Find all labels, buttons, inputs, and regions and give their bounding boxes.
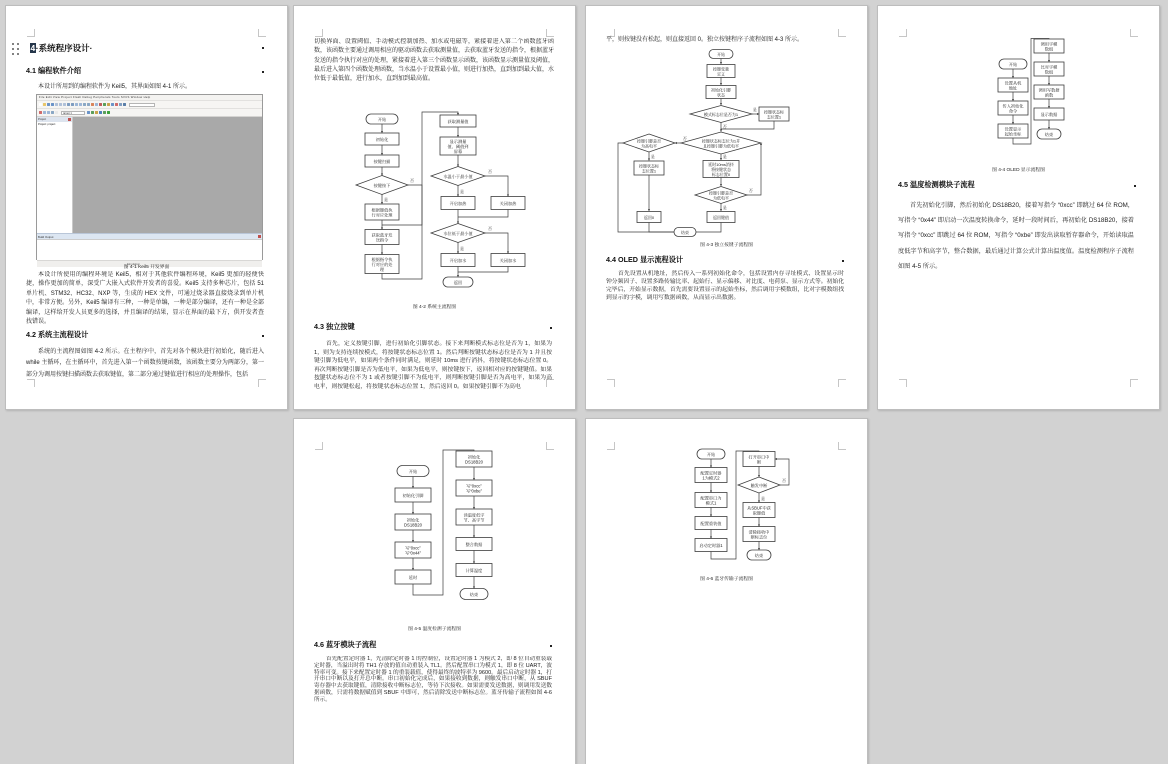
flowchart-node-label: 显示数据	[1040, 111, 1058, 117]
toolbar-icon	[95, 103, 98, 106]
flowchart-node-label: 开启加水	[449, 257, 467, 263]
flowchart-node-label: 返回	[453, 279, 463, 285]
paragraph[interactable]: 本设计所用到的编程软件为 Keil5，其界面如图 4-1 所示。	[38, 84, 192, 90]
flowchart-node-label: 开始	[706, 451, 716, 457]
keil-status-bar: Simulation	[37, 260, 262, 267]
flowchart-node-label: 按键状态标志位置1	[639, 163, 659, 173]
flowchart-node-label: 开始	[1008, 61, 1018, 67]
toolbar-icon	[115, 103, 118, 106]
edge-label: 是	[460, 246, 464, 251]
figure-caption[interactable]: 图 4-3 独立按键子流程图	[700, 243, 753, 248]
toolbar-icon	[107, 103, 110, 106]
flowchart-node-label: 配置定时器 1为模式2	[700, 469, 722, 481]
figure-caption[interactable]: 图 4-5 温度检测子流程图	[408, 627, 461, 632]
edge-label: 否	[749, 189, 753, 193]
flowchart-node-label: 模式标志位是否为1	[703, 111, 739, 117]
page-6[interactable]	[585, 418, 868, 764]
arrowhead	[720, 130, 722, 132]
flowchart-node-label: 显示测量值、阈值到屏幕	[447, 138, 469, 154]
flowchart-node-label: 初始化引脚	[402, 492, 424, 498]
page-3[interactable]	[585, 5, 868, 410]
flowchart-node-label: 按键按下	[373, 182, 391, 188]
edge-label: 否	[488, 226, 492, 231]
flowchart-node-label: 关闭加热	[499, 200, 517, 206]
flowchart-node-label: 结束	[469, 591, 479, 597]
toolbar-icon	[43, 103, 46, 106]
paragraph[interactable]: 首先设置从机地址，然后传入一系列初始化命令，包括设置内存寻址模式、设置显示时钟分频因子、设置多路传输比率、起始行、显示偏移、对比度、电荷泵、显示方式等。初始化完毕后，开始显示数据，首先需要设置显示的起始坐标，然后调用字模数组，比对字模数组找到显示的字模，调用写数据函数，从而显示出数据。	[606, 271, 844, 301]
toolbar-icon	[67, 103, 70, 106]
close-icon	[68, 118, 71, 121]
flowchart-node-label: 获取测量值	[447, 118, 469, 124]
flowchart-node-label: 返回0	[643, 214, 655, 220]
toolbar-icon	[95, 111, 98, 114]
flowchart-node-label: 初始化 DS18B20	[404, 516, 422, 528]
crop-mark	[899, 379, 907, 387]
flowchart-node-label: 按键引脚是否为高电平	[637, 138, 661, 148]
toolbar-icon	[99, 111, 102, 114]
crop-mark	[315, 29, 323, 37]
flowchart-node-label: 按键引脚是否为低电平	[709, 190, 733, 200]
toolbar-icon	[55, 103, 58, 106]
flowchart-edge	[485, 233, 508, 254]
edge-label: 否	[723, 125, 727, 129]
page-2[interactable]	[293, 5, 576, 410]
keil-toolbar-2	[37, 108, 262, 116]
toolbar-icon	[91, 103, 94, 106]
flowchart-node-label: 开始	[377, 116, 387, 122]
page-4[interactable]	[877, 5, 1160, 410]
flowchart-node-label: 关闭加水	[499, 257, 517, 263]
flowchart-node-label: 配置重装值	[700, 520, 722, 526]
chapter-title-text[interactable]: ·系统程序设计·	[35, 43, 93, 53]
flowchart-node-label: 延时	[408, 574, 418, 580]
crop-mark	[899, 29, 907, 37]
flowchart-node-label: 传入初始化命令	[1002, 102, 1024, 114]
chapter-title[interactable]	[30, 42, 264, 54]
page-1[interactable]	[5, 5, 288, 410]
crop-mark	[258, 29, 266, 37]
toolbar-icon	[103, 111, 106, 114]
flowchart-edge	[721, 121, 774, 129]
figure-flowchart-4-5[interactable]	[382, 447, 512, 624]
paragraph[interactable]: 本设计所使用的编程环境是 Keil5，相对于其他软件编程环境，Keil5 更加的轻便快捷，操作更加的简单，深受广大嵌入式软件开发者的喜爱。Keil5 支持多种芯片，包括 51 单片机、STM32、HC32、NXP 等，生成的 HEX 文件，可通过烧录器直接烧录到单片机中，非常方便。另外，Keil5 编译有三种，一种是单编，一种是部分编译，还有一种是全部编译，这样给开发人员更多的选择，并且编译的结果，显示在界面的最下方，供开发者查找错误。	[26, 272, 264, 326]
flowchart-edge	[649, 223, 674, 233]
flowchart-svg	[968, 38, 1093, 158]
flowchart-node-label: 设置从机地址	[1004, 79, 1022, 91]
flowchart-node-label: 配置串口为模式1	[700, 494, 722, 506]
toolbar-icon	[47, 111, 50, 114]
keil-build-output-body	[37, 239, 262, 260]
flowchart-node-label: 设置显示起始坐标	[1004, 125, 1022, 137]
keil5-screenshot-image[interactable]	[36, 94, 263, 266]
flowchart-node-label: 初始化	[375, 136, 389, 142]
flowchart-node-label: 触发中断	[750, 482, 768, 488]
toolbar-icon	[87, 111, 90, 114]
toolbar-icon	[51, 111, 54, 114]
flowchart-edge	[696, 223, 721, 233]
toolbar-icon	[107, 111, 110, 114]
close-icon	[258, 235, 261, 238]
flowchart-node-label: 比对字模数组	[1040, 63, 1058, 75]
arrowhead	[720, 184, 722, 186]
flowchart-node-label: 按键扫描	[373, 158, 391, 164]
flowchart-node-label: 按键状态标志位为1并且按键引脚为低电平	[701, 138, 741, 148]
flowchart-node-label: 按键变量定义	[713, 66, 729, 76]
keil-target-select: target 1	[61, 111, 85, 115]
figure-caption[interactable]: 图 4-1 Keil5 开发界面	[123, 265, 170, 270]
flowchart-node-label: 结束	[681, 229, 689, 235]
toolbar-icon	[63, 103, 66, 106]
toolbar-icon	[99, 103, 102, 106]
edge-label: 是	[384, 197, 388, 202]
edge-label: 是	[761, 496, 765, 501]
toolbar-icon	[59, 103, 62, 106]
crop-mark	[607, 379, 615, 387]
page-5[interactable]	[293, 418, 576, 764]
toolbar-icon	[39, 103, 42, 106]
flowchart-svg	[382, 447, 512, 619]
toolbar-icon	[103, 103, 106, 106]
flowchart-node-label: 写“0xcc”写“0x44”	[404, 544, 422, 556]
toolbar-icon	[83, 103, 86, 106]
keil-panel-title: Project	[38, 117, 47, 121]
flowchart-node-label: 计算温度	[465, 567, 483, 573]
figure-flowchart-4-4[interactable]	[968, 38, 1093, 163]
crop-mark	[315, 442, 323, 450]
flowchart-node-label: 开始	[408, 468, 418, 474]
crop-mark	[607, 442, 615, 450]
flowchart-node-label: 调用写数据函数	[1038, 86, 1060, 98]
selected-chapter-number[interactable]: 4	[30, 43, 36, 53]
flowchart-node-label: 根据指令执行对应的处理	[371, 256, 393, 272]
edge-label: 是	[723, 206, 727, 210]
toolbar-icon	[111, 103, 114, 106]
arrowhead	[648, 159, 650, 161]
flowchart-node-label: 结束	[754, 552, 764, 558]
toolbar-icon	[71, 103, 74, 106]
edge-label: 是	[460, 189, 464, 194]
flowchart-node-label: 从SBUF中获取键值	[747, 504, 771, 516]
toolbar-icon	[51, 103, 54, 106]
arrowhead	[648, 209, 650, 211]
flowchart-node-label: 整合数据	[465, 541, 483, 547]
keil-menu-bar: File Edit View Project Flash Debug Peripherals Tools SVCS Window Help	[37, 95, 262, 100]
flowchart-node-label: 开启加热	[449, 200, 467, 206]
flowchart-node-label: 返回键值	[713, 214, 729, 220]
arrowhead	[720, 83, 722, 85]
arrowhead	[720, 158, 722, 160]
flowchart-node-label: 开始	[717, 51, 725, 57]
flowchart-svg	[614, 48, 844, 238]
flowchart-node-label: 写“0xcc”写“0xbe”	[465, 482, 483, 494]
flowchart-node-label: 初始化 DS18B20	[465, 453, 483, 465]
arrowhead	[720, 62, 722, 64]
crop-mark	[27, 29, 35, 37]
flowchart-node-label: 获取蓝牙发送指令	[371, 231, 393, 243]
flowchart-node-label: 水温小于最小值	[443, 173, 473, 179]
flowchart-node-label: 结束	[1044, 131, 1054, 137]
heading-4-2[interactable]: 4.2 系统主流程设计	[26, 330, 264, 340]
paragraph[interactable]: 首先配置定时器 1，先清除定时器 1 的控制位，设置定时器 1 为模式 2，即 8 位自动重装载定时器，当溢出时将 TH1 存放的值自动重装入 TL1。然后配置串口为模式 1，即 8 位 UART，波特率可变。接下来配置定时器 1 的重装载值，使得最终的波特率为 9600。最后启动定时器 1，打开串口中断以及打开总中断。串口初始化完成后，如果接收到数据，则触发串口中断，从 SBUF 寄存器中去获取键值，清除接收中断标志位，等待下次接收。如果需要发送数据，则调用发送数据函数，只需将数据赋值到 SBUF 中即可，然后清除发送中断标志位。蓝牙传输子流程如图 4-6 所示。	[314, 656, 552, 703]
toolbar-icon	[79, 103, 82, 106]
keil-toolbar-1	[37, 100, 262, 108]
edge-label: 是	[753, 108, 757, 112]
flowchart-node-label: 初始化引脚状态	[711, 87, 731, 97]
flowchart-node-label: 水位低于最小值	[443, 230, 473, 236]
figure-flowchart-4-3[interactable]	[614, 48, 844, 243]
edge-label: 是	[723, 155, 727, 159]
flowchart-edge	[747, 143, 761, 195]
toolbar-icon	[43, 111, 46, 114]
figure-caption[interactable]: 图 4-6 蓝牙传输子流程图	[700, 577, 753, 582]
toolbar-icon	[75, 103, 78, 106]
edge-label: 是	[651, 155, 655, 159]
figure-caption[interactable]: 图 4-4 OLED 显示流程图	[992, 168, 1045, 173]
edge-label: 否	[488, 169, 492, 174]
heading-4-3[interactable]: 4.3 独立按键	[314, 322, 552, 332]
keil-find-box	[129, 103, 155, 107]
crop-mark	[1130, 379, 1138, 387]
crop-mark	[838, 379, 846, 387]
heading-4-1[interactable]: 4.1 编程软件介绍	[26, 66, 264, 76]
edge-label: 否	[782, 478, 786, 483]
flowchart-svg	[681, 447, 806, 572]
crop-mark	[1130, 29, 1138, 37]
figure-caption[interactable]: 图 4-2 系统主流程图	[412, 305, 457, 310]
paragraph-drag-handle-icon[interactable]	[12, 43, 21, 56]
flowchart-edge	[458, 210, 508, 218]
flowchart-edge	[485, 176, 508, 197]
arrowhead	[720, 103, 722, 105]
heading-4-4[interactable]: 4.4 OLED 显示流程设计	[606, 255, 844, 265]
paragraph[interactable]: 首先初始化引脚，然后初始化 DS18B20，接着写指令 “0xcc” 即跳过 64 位 ROM，写指令 “0x44” 即启动一次温度转换命令，延时一段时间后，再初始化 DS18B20，接着写指令 “0xcc” 即跳过 64 位 ROM，写指令 “0xbe” 即发出读取暂存器命令，开始读取温度低字节和高字节，整合数据，最后通过计算公式计算出温度值。温度检测程序子流程如图 4-5 所示。	[898, 202, 1134, 270]
toolbar-icon	[87, 103, 90, 106]
flowchart-edge	[458, 267, 508, 273]
arrowhead	[720, 209, 722, 211]
edge-label: 否	[410, 178, 414, 183]
flowchart-node-label: 打开串口中断	[748, 453, 770, 465]
crop-mark	[546, 442, 554, 450]
crop-mark	[838, 442, 846, 450]
toolbar-icon	[39, 111, 42, 114]
paragraph[interactable]: 系统的主流程图如图 4-2 所示。在主程序中，首先对各个模块进行初始化，随后进入 while 主循环，在主循环中，首先进入第一个函数按键函数，该函数主要分为两部分，第一部分为调用按键扫描函数去获取键值，第二部分通过键值进行相应的处理操作，包括	[26, 349, 264, 378]
toolbar-icon	[47, 103, 50, 106]
paragraph[interactable]: 平，则按键没有松起，则直接返回 0。独立按键程序子流程如图 4-3 所示。	[606, 37, 804, 43]
toolbar-icon	[91, 111, 94, 114]
heading-4-5[interactable]: 4.5 温度检测模块子流程	[898, 180, 1136, 190]
keil-editor-area	[73, 117, 262, 233]
paragraph[interactable]: 切换界面、设置阈值、手动模式控制加热、加水或电磁等，紧接着进入第二个函数蓝牙函数，该函数主要通过调用相应的驱动函数去获取测量值，去获取蓝牙发送的指令，根据蓝牙发送的指令执行对应的处理，紧接着进入第三个函数显示函数，该函数显示测量值及阈值，最后进入第四个函数处理函数，当水温小于设置最小值，则进行加热，直到加到最大值，水位低于最低值，进行加水，直到加到最高值。	[314, 39, 554, 83]
toolbar-icon	[123, 103, 126, 106]
keil-build-output-title: Build Output	[38, 234, 54, 239]
flowchart-node-label: 调用字模数组	[1040, 40, 1058, 52]
paragraph[interactable]: 首先，定义按键引脚，进行初始化引脚状态。接下来判断模式标志位是否为 1，如果为 1，则为支持连续按模式，将按键状态标志位置 1。然后判断按键状态标志位是否为 1 并且按键引脚为低电平，如果两个条件同时满足，则延时 10ms 进行消抖，将按键状态标志位置 0。再次判断按键引脚是否为低电平，如果为低电平，则按键按下，返回相对应的按键键值。如果按键状态标志位不为 1 或者按键引脚不为低电平，则判断按键引脚是否为高电平，如果为高电平，则按键松起，将按键状态标志位置 1，然后返回 0。如果按键引脚不为高电	[314, 341, 552, 390]
heading-4-6[interactable]: 4.6 蓝牙模块子流程	[314, 640, 552, 650]
figure-flowchart-4-2[interactable]	[346, 109, 556, 306]
flowchart-node-label: 根据键值执行对应处理	[371, 206, 393, 218]
toolbar-icon	[119, 103, 122, 106]
flowchart-node-label: 清除接收中断标志位	[748, 528, 770, 540]
flowchart-node-label: 启动定时器1	[699, 542, 723, 548]
keil-project-panel	[37, 117, 73, 233]
flowchart-svg	[346, 109, 556, 301]
crop-mark	[546, 29, 554, 37]
figure-flowchart-4-6[interactable]	[681, 447, 806, 577]
flowchart-node-label: 延时10ms消抖将按键状态标志位置0	[708, 161, 734, 177]
flowchart-node-label: 读温度低字节、高字节	[463, 511, 485, 523]
toolbar-icon	[55, 111, 58, 114]
edge-label: 否	[683, 137, 687, 141]
keil-project-tree-item: Project: project	[38, 122, 56, 126]
flowchart-node-label: 按键状态标志位置1	[764, 109, 784, 119]
